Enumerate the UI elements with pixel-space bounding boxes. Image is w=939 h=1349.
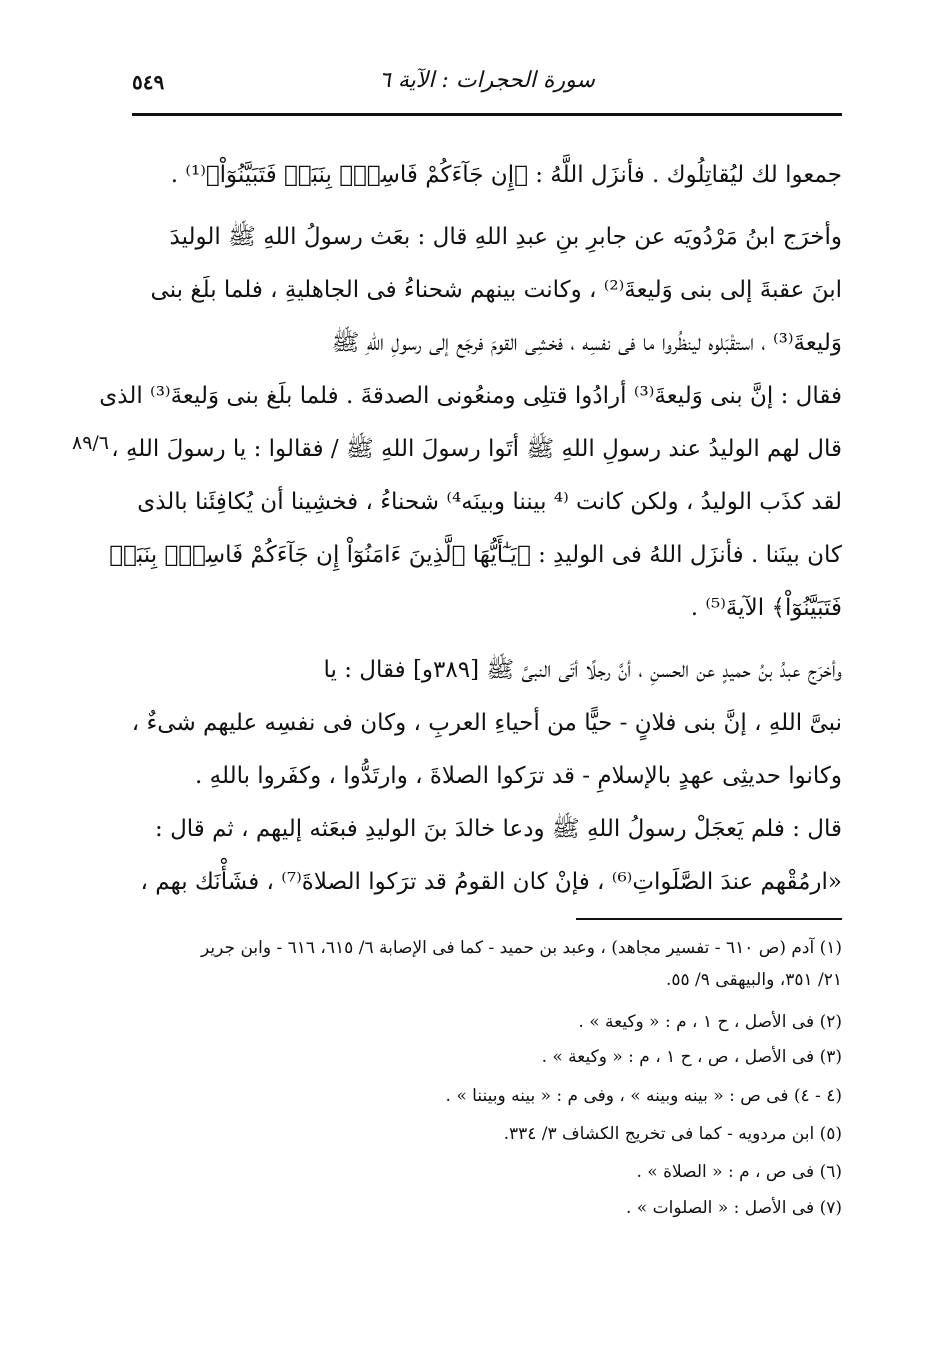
footnote: (١) آدم (ص ٦١٠ - تفسير مجاهد) ، وعبد بن حميد - كما فى الإصابة ٦/ ٦١٥، ٦١٦ - وابن جرير: [201, 938, 842, 958]
text-line: نبىَّ اللهِ ، إنَّ بنى فلانٍ - حيًّا من أحياءِ العربِ ، وكان فى نفسِه عليهم شىءٌ ،: [131, 710, 842, 736]
running-title: سورة الحجرات : الآية ٦: [379, 68, 595, 93]
text-line: «ارمُقْهم عندَ الصَّلَواتِ⁽⁶⁾ ، فإنْ كان القومُ قد ترَكوا الصلاةَ⁽⁷⁾ ، فشَأْنَك بهم ،: [140, 869, 842, 895]
text-line: وأخرَج ابنُ مَرْدُويَه عن جابرِ بنِ عبدِ اللهِ قال : بعَث رسولُ اللهِ ﷺ الوليدَ: [169, 224, 842, 250]
footnote: (٤ - ٤) فى ص : « بينه وبينه » ، وفى م : « بينه وبيننا » .: [445, 1086, 842, 1106]
footnote: (٣) فى الأصل ، ص ، ح ١ ، م : « وكيعة » .: [541, 1047, 842, 1067]
text-line: كان بينَنا . فأنزَل اللهُ فى الوليدِ : ﴿يَـٰٓأَيُّهَا ٱلَّذِينَ ءَامَنُوٓاْ إِن جَآءَكُمْ فَاسِقُۢ بِنَبَإٖ: [109, 542, 842, 568]
text-line: وكانوا حديثِى عهدٍ بالإسلامِ - قد ترَكوا الصلاةَ ، وارتَدُّوا ، وكفَروا باللهِ .: [195, 763, 842, 789]
text-line: ابنَ عقبةَ إلى بنى وَليعةَ⁽²⁾ ، وكانت بينهم شحناءُ فى الجاهليةِ ، فلما بلَغ بنى: [150, 277, 842, 303]
text-line: وَليعةَ⁽³⁾ ، استقْبَلوه لينظُروا ما فى نفسِه ، فخشِى القومَ فرجَع إلى رسولِ اللهِ ﷺ: [331, 330, 842, 356]
main-text: [99, 140, 842, 900]
footnote-rule: [576, 918, 842, 920]
footnote: (٢) فى الأصل ، ح ١ ، م : « وكيعة » .: [578, 1012, 842, 1032]
margin-reference: ٨٩/٦: [72, 432, 110, 454]
footnote: (٧) فى الأصل : « الصلوات » .: [626, 1198, 842, 1218]
footnote: (٥) ابن مردويه - كما فى تخريج الكشاف ٣/ ٣٣٤.: [503, 1124, 842, 1144]
text-line: وأخرَج عبدُ بنُ حميدٍ عن الحسنِ ، أنَّ رجلًا أتَى النبىَّ ﷺ [٣٨٩و] فقال : يا: [323, 657, 842, 683]
text-line: فَتَبَيَّنُوٓاْ﴾ الآيةَ⁽⁵⁾ .: [690, 595, 842, 621]
text-line: قال لهم الوليدُ عند رسولِ اللهِ ﷺ أتَوا رسولَ اللهِ ﷺ / فقالوا : يا رسولَ اللهِ ،: [111, 436, 842, 462]
page-number: ٥٤٩: [132, 70, 165, 94]
footnote: (٦) فى ص ، م : « الصلاة » .: [636, 1162, 842, 1182]
text-line: جمعوا لك ليُقاتِلُوك . فأنزَل اللَّهُ : ﴿إِن جَآءَكُمْ فَاسِقُۢ بِنَبَإٖ فَتَبَيَّنُوٓاْ﴾⁽¹⁾ .: [170, 162, 842, 188]
text-line: لقد كذَب الوليدُ ، ولكن كانت ⁽⁴ بيننا وبينَه⁴⁾ شحناءُ ، فخشِينا أن يُكافِئَنا بالذى: [137, 489, 842, 515]
text-line: فقال : إنَّ بنى وَليعةَ⁽³⁾ أرادُوا قتلِى ومنعُونى الصدقةَ . فلما بلَغ بنى وَليعةَ⁽³⁾ الذى: [99, 383, 842, 409]
text-line: قال : فلم يَعجَلْ رسولُ اللهِ ﷺ ودعا خالدَ بنَ الوليدِ فبعَثه إليهم ، ثم قال :: [155, 816, 842, 842]
page-header: [132, 66, 842, 106]
header-rule: [132, 113, 842, 116]
footnote: ٢١/ ٣٥١، والبيهقى ٩/ ٥٥.: [665, 970, 842, 990]
